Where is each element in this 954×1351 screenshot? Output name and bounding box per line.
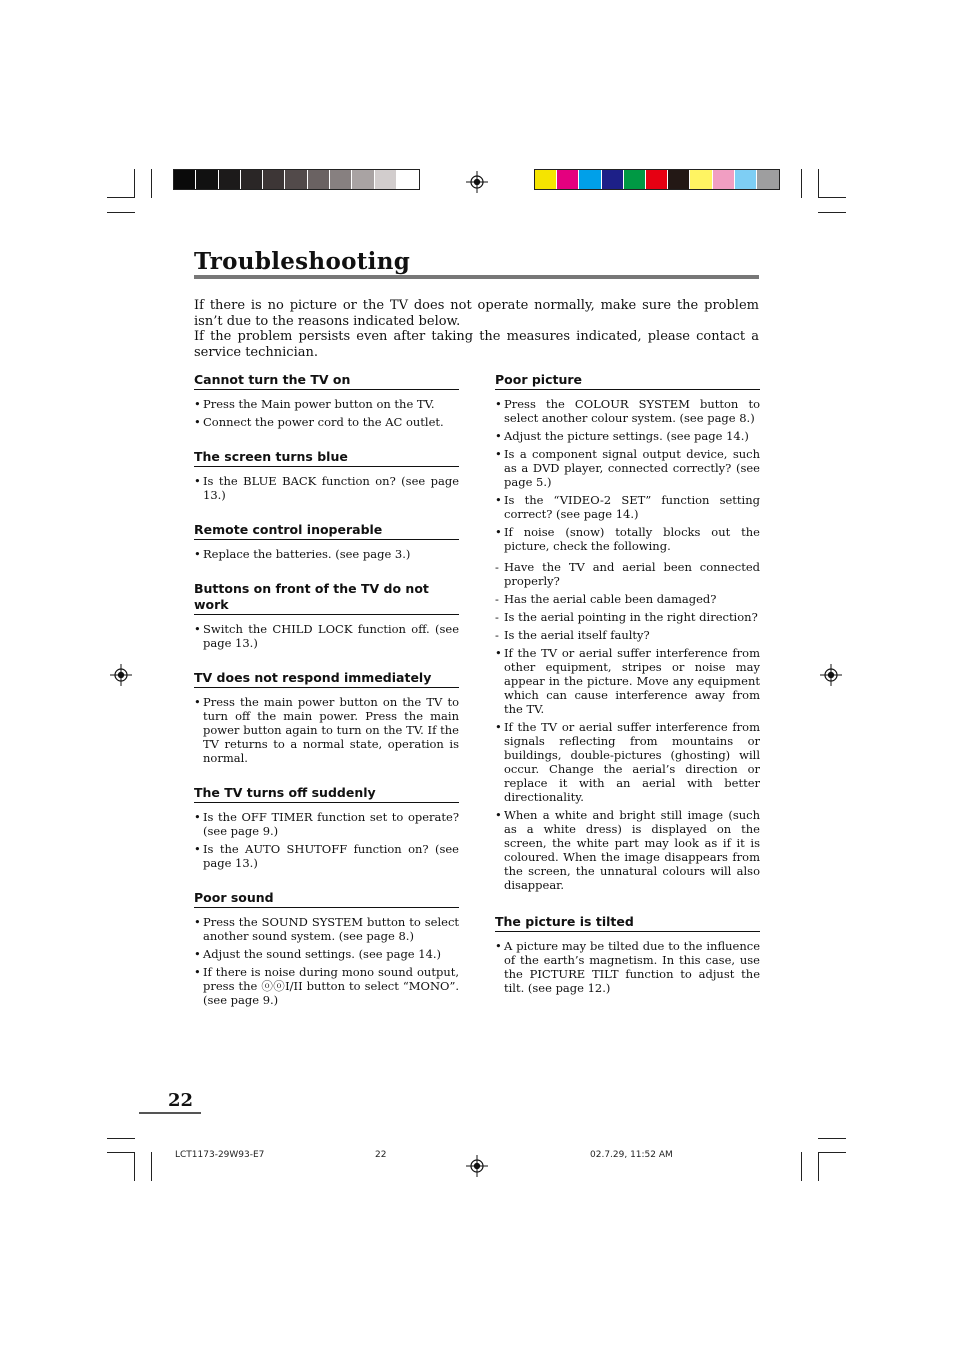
intro-paragraph: If there is no picture or the TV does not operate normally, make sure the problem isn’t due to the reasons indicated below.: [194, 298, 759, 329]
crop-mark: [107, 197, 135, 198]
list-item: • Press the main power button on the TV to turn off the main power. Press the main power button again to turn on the TV. If the TV returns to a normal state, operation is normal.: [194, 695, 459, 765]
calibration-swatch: [535, 170, 557, 189]
crop-mark: [151, 169, 152, 198]
footer-page: 22: [375, 1150, 387, 1160]
calibration-swatch: [174, 170, 196, 189]
list-item: • Press the COLOUR SYSTEM button to select another colour system. (see page 8.): [495, 397, 760, 425]
calibration-swatch: [285, 170, 307, 189]
calibration-swatch: [602, 170, 624, 189]
intro-text: [194, 298, 759, 360]
crop-mark: [151, 1152, 152, 1181]
intro-paragraph: If the problem persists even after taking the measures indicated, please contact a service technician.: [194, 329, 759, 360]
calibration-swatch: [330, 170, 352, 189]
crop-mark: [801, 169, 802, 198]
section-poor-sound: [194, 890, 459, 1007]
section-heading: Poor picture: [495, 372, 760, 390]
left-column: [194, 372, 459, 1011]
section-heading: Remote control inoperable: [194, 522, 459, 540]
list-item: • Is the “VIDEO-2 SET” function setting correct? (see page 14.): [495, 493, 760, 521]
section-front-buttons: [194, 581, 459, 650]
sub-list-item: - Is the aerial itself faulty?: [495, 628, 760, 642]
section-remote-inoperable: [194, 522, 459, 561]
right-column: [495, 372, 760, 999]
calibration-swatch: [196, 170, 218, 189]
list-item: • Adjust the picture settings. (see page 14.): [495, 429, 760, 443]
sub-list-item: - Is the aerial pointing in the right direction?: [495, 610, 760, 624]
page-number-rule: [139, 1112, 201, 1114]
crop-mark: [107, 1138, 135, 1139]
title-underline: [194, 275, 759, 279]
calibration-swatch: [668, 170, 690, 189]
calibration-swatch: [757, 170, 779, 189]
crop-mark: [107, 1152, 135, 1153]
registration-mark-icon: [110, 664, 132, 686]
section-heading: The screen turns blue: [194, 449, 459, 467]
calibration-swatch: [624, 170, 646, 189]
section-poor-picture: [495, 372, 760, 892]
calibration-swatch: [241, 170, 263, 189]
calibration-swatch: [263, 170, 285, 189]
sub-list-item: - Have the TV and aerial been connected properly?: [495, 560, 760, 588]
gray-calibration-bar: [173, 169, 420, 190]
list-item: • Replace the batteries. (see page 3.): [194, 547, 459, 561]
section-heading: TV does not respond immediately: [194, 670, 459, 688]
crop-mark: [818, 197, 846, 198]
crop-mark: [818, 169, 819, 198]
page-number: 22: [167, 1090, 193, 1111]
calibration-swatch: [735, 170, 757, 189]
list-item: • If there is noise during mono sound output, press the ⓞⓞI/II button to select “MONO”. (see page 9.): [194, 965, 459, 1007]
section-heading: The TV turns off suddenly: [194, 785, 459, 803]
calibration-swatch: [308, 170, 330, 189]
section-heading: Cannot turn the TV on: [194, 372, 459, 390]
footer-code: LCT1173-29W93-E7: [175, 1150, 265, 1160]
list-item: • If the TV or aerial suffer interference from signals reflecting from mountains or buildings, double-pictures (ghosting) will occur. Change the aerial’s direction or replace it with an aerial with better directionality.: [495, 720, 760, 804]
list-item: • A picture may be tilted due to the influence of the earth’s magnetism. In this case, use the PICTURE TILT function to adjust the tilt. (see page 12.): [495, 939, 760, 995]
registration-mark-icon: [820, 664, 842, 686]
crop-mark: [801, 1152, 802, 1181]
crop-mark: [818, 1152, 819, 1181]
list-item: • Press the Main power button on the TV.: [194, 397, 459, 411]
calibration-swatch: [557, 170, 579, 189]
calibration-swatch: [397, 170, 419, 189]
crop-mark: [818, 1138, 846, 1139]
crop-mark: [818, 212, 846, 213]
section-turns-off: [194, 785, 459, 870]
section-cannot-turn-on: [194, 372, 459, 429]
list-item: • Is the BLUE BACK function on? (see page 13.): [194, 474, 459, 502]
section-not-respond: [194, 670, 459, 765]
section-picture-tilted: [495, 914, 760, 995]
page-title: Troubleshooting: [194, 248, 411, 275]
list-item: • When a white and bright still image (such as a white dress) is displayed on the screen, the white part may look as if it is coloured. When the image disappears from the screen, the unnatural colours will also disappear.: [495, 808, 760, 892]
calibration-swatch: [646, 170, 668, 189]
calibration-swatch: [219, 170, 241, 189]
registration-mark-icon: [466, 1155, 488, 1177]
list-item: • If the TV or aerial suffer interference from other equipment, stripes or noise may appear in the picture. Move any equipment which can cause interference away from the TV.: [495, 646, 760, 716]
list-item: • Adjust the sound settings. (see page 14.): [194, 947, 459, 961]
color-calibration-bar: [534, 169, 780, 190]
calibration-swatch: [713, 170, 735, 189]
section-heading: Poor sound: [194, 890, 459, 908]
calibration-swatch: [375, 170, 397, 189]
section-heading: The picture is tilted: [495, 914, 760, 932]
list-item: • Connect the power cord to the AC outlet.: [194, 415, 459, 429]
crop-mark: [818, 1152, 846, 1153]
calibration-swatch: [352, 170, 374, 189]
list-item: • Is a component signal output device, such as a DVD player, connected correctly? (see page 5.): [495, 447, 760, 489]
calibration-swatch: [690, 170, 712, 189]
crop-mark: [134, 1152, 135, 1181]
registration-mark-icon: [466, 171, 488, 193]
crop-mark: [107, 212, 135, 213]
list-item: • Press the SOUND SYSTEM button to select another sound system. (see page 8.): [194, 915, 459, 943]
list-item: • If noise (snow) totally blocks out the picture, check the following.: [495, 525, 760, 553]
crop-mark: [134, 169, 135, 198]
list-item: • Switch the CHILD LOCK function off. (see page 13.): [194, 622, 459, 650]
calibration-swatch: [579, 170, 601, 189]
section-screen-blue: [194, 449, 459, 502]
sub-list-item: - Has the aerial cable been damaged?: [495, 592, 760, 606]
list-item: • Is the OFF TIMER function set to operate? (see page 9.): [194, 810, 459, 838]
section-heading: Buttons on front of the TV do not work: [194, 581, 459, 615]
list-item: • Is the AUTO SHUTOFF function on? (see page 13.): [194, 842, 459, 870]
footer-timestamp: 02.7.29, 11:52 AM: [590, 1150, 673, 1160]
